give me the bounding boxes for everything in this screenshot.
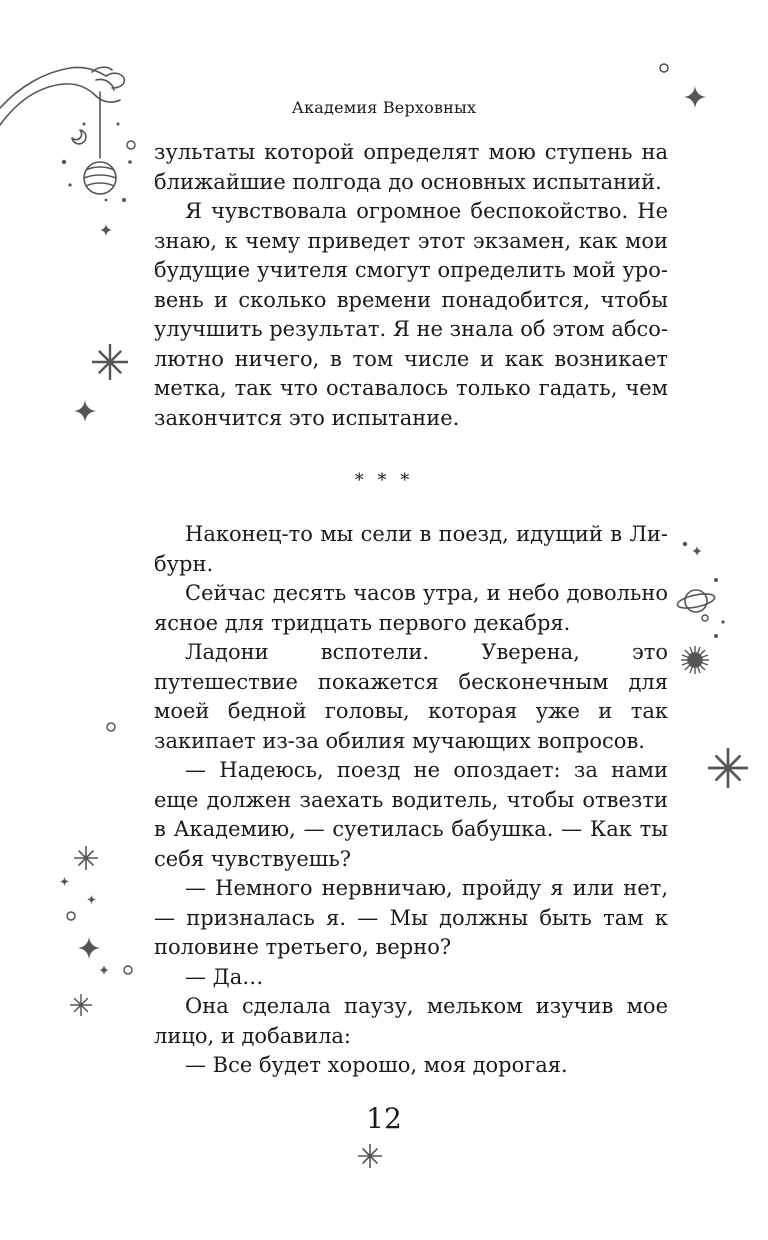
starburst-icon [70, 994, 92, 1016]
sun-icon [681, 646, 709, 674]
paragraph: Наконец-то мы сели в поезд, идущий в Либурн. [154, 522, 668, 576]
ringed-planet-icon [676, 590, 716, 612]
paragraph: Я чувствовала огромное беспокойство. Не знаю, к чему приведет этот экзамен, как мои будущие учителя смогут определить мой уровень и сколько времени понадобится, чтобы улучшить результат. Я не знала об этом абсолютно ничего, в том числе и как возникает метка, так что оставалось только гадать, чем закончится это испытание. [154, 199, 668, 430]
sparkle-icon [60, 877, 69, 886]
paragraph: — Немного нервничаю, пройду я или нет, — призналась я. — Мы должны быть там к половине третьего, верно? [154, 876, 668, 959]
paragraph: Ладони вспотели. Уверена, это путешествие покажется бесконечным для моей бедной головы, которая уже и так закипает из-за обилия мучающих вопросов. [154, 640, 668, 753]
paragraph: — Надеюсь, поезд не опоздает: за нами еще должен заехать водитель, чтобы отвезти в Академию, — суетилась бабушка. — Как ты себя чувствуешь? [154, 758, 668, 871]
text-block-2 [154, 520, 668, 1081]
sparkle-icon [87, 895, 96, 904]
paragraph: Сейчас десять часов утра, и небо довольно ясное для тридцать первого декабря. [154, 581, 668, 635]
paragraph: — Все будет хорошо, моя дорогая. [185, 1053, 568, 1077]
starburst-icon [74, 846, 98, 870]
sparkle-icon [100, 224, 112, 236]
section-separator: * * * [354, 470, 414, 491]
sparkle-icon [74, 400, 96, 422]
page-number: 12 [366, 1102, 402, 1135]
sparkle-icon [99, 965, 109, 975]
running-header: Академия Верховных [291, 98, 477, 117]
sparkle-icon [78, 937, 100, 959]
paragraph: зультаты которой определят мою ступень на ближайшие полгода до основных испытаний. [154, 140, 668, 194]
hand-planet-icon [0, 67, 124, 194]
sparkle-icon [692, 546, 702, 556]
starburst-icon [92, 344, 128, 380]
text-block-1 [154, 138, 668, 433]
starburst-icon [358, 1144, 382, 1168]
paragraph: — Да… [185, 964, 264, 989]
starburst-icon [708, 748, 748, 788]
paragraph: Она сделала паузу, мельком изучив мое лицо, и добавила: [154, 994, 668, 1048]
